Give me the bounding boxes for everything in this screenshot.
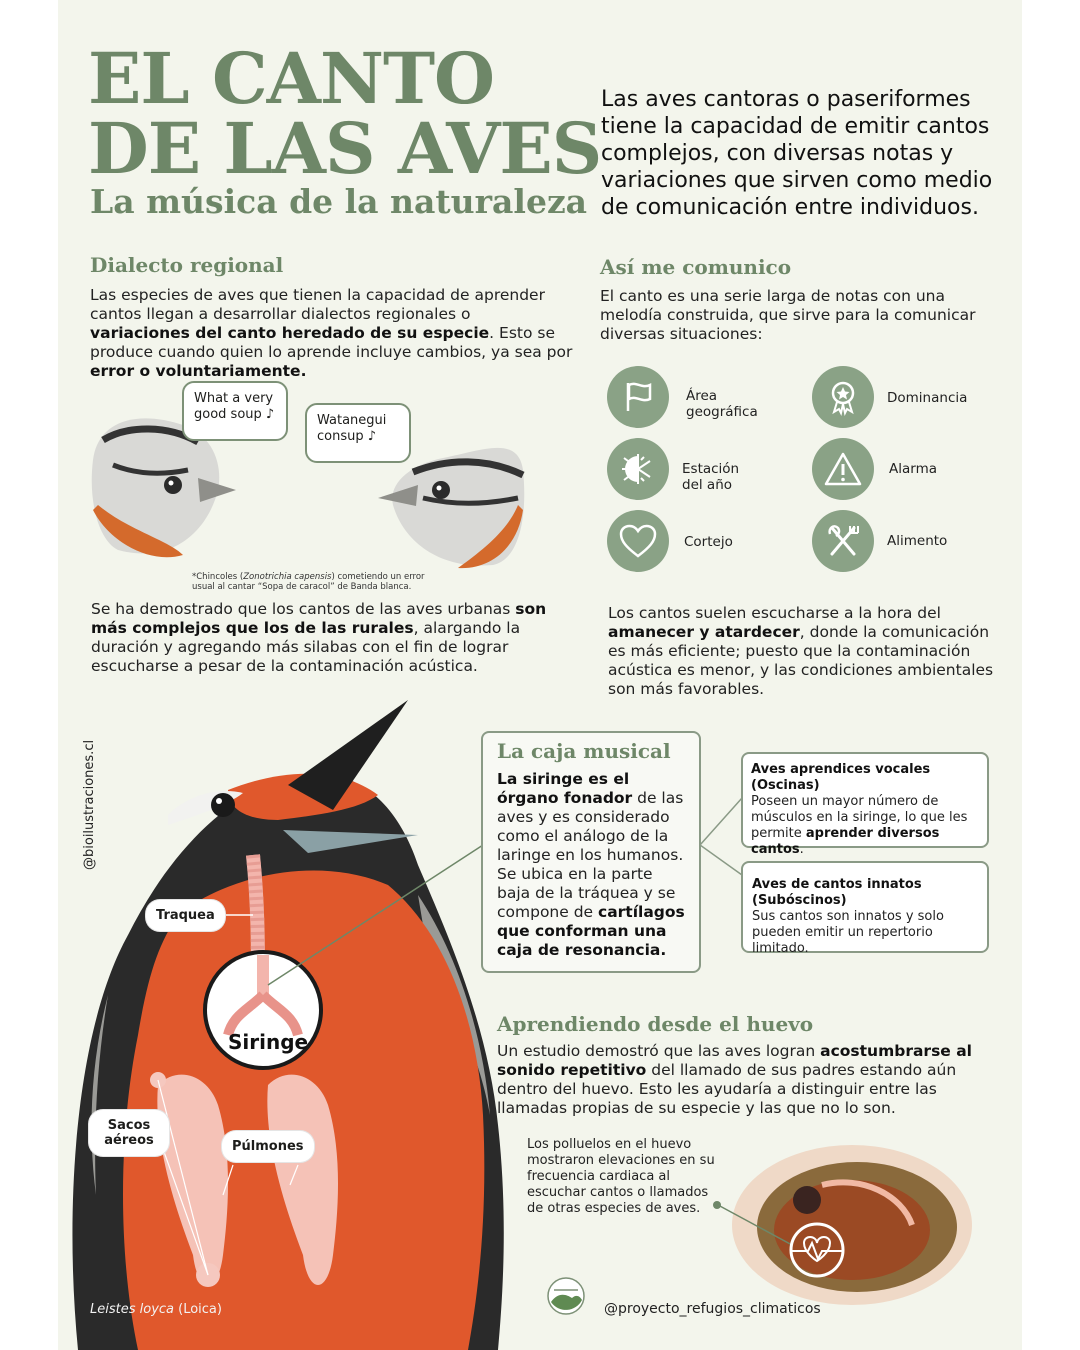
label-cortejo: Cortejo [684,534,733,550]
label-traquea: Traquea [146,900,225,931]
huevo-heading: Aprendiendo desde el huevo [497,1012,814,1036]
loica-bird-illustration [58,695,528,1350]
music-note-icon: ♪ [265,407,275,422]
title-line-2: DE LAS AVES [88,107,602,190]
label-siringe: Siringe [228,1030,309,1054]
urban-paragraph: Se ha demostrado que los cantos de las aves urbanas son más complejos que los de las rurales, alargando la duración y agregando más silabas con el fin de lograr escucharse a pesar de la contaminación acústica. [91,600,547,675]
label-pulmones: Púlmones [222,1131,314,1162]
speech-bubble-right: Watanegui consup ♪ [305,403,411,463]
flag-icon [607,366,669,428]
title-line-1: EL CANTO [88,37,495,120]
refugios-handle[interactable]: @proyecto_refugios_climaticos [604,1301,821,1317]
species-caption: Leistes loyca (Loica) [90,1302,222,1317]
caja-paragraph: La siringe es el órgano fonador de las aves y es considerado como el análogo de la laringe en los humanos. Se ubica en la parte baja de la tráquea y se compone de cartílagos que conforman una caja de resonancia. [497,770,685,959]
season-icon [607,438,669,500]
suboscinos-text: Aves de cantos innatos (Subóscinos) Sus cantos son innatos y solo pueden emitir un repertorio limitado. [752,877,944,956]
label-sacos-aereos: Sacos aéreos [89,1110,169,1156]
dialecto-paragraph: Las especies de aves que tienen la capacidad de aprender cantos llegan a desarrollar dialectos regionales o variaciones del canto heredado de su especie. Esto se produce cuando quien lo aprende incluye cambios, ya sea por error o voluntariamente. [90,286,573,380]
music-note-icon: ♪ [367,429,377,444]
label-dominancia: Dominancia [887,390,968,406]
egg-embryo-illustration [712,1135,972,1315]
connector-lines [700,780,745,880]
comunico-heading: Así me comunico [600,255,792,279]
utensils-icon [812,510,874,572]
right-bird-head [378,448,524,568]
amanecer-paragraph: Los cantos suelen escucharse a la hora del amanecer y atardecer, donde la comunicación es más eficiente; puesto que la contaminación acústica es menor, y las condiciones ambientales son más favorables. [608,604,994,698]
label-alarma: Alarma [889,461,937,477]
label-alimento: Alimento [887,533,948,549]
dialecto-heading: Dialecto regional [90,253,284,277]
huevo-note: Los polluelos en el huevo mostraron elevaciones en su frecuencia cardiaca al escuchar cantos o llamados de otras especies de aves. [527,1137,715,1216]
credit-bioilustraciones[interactable]: @bioilustraciones.cl [82,739,97,870]
comunico-paragraph: El canto es una serie larga de notas con una melodía construida, que sirve para la comunicar diversas situaciones: [600,287,976,343]
speech-bubble-left: What a very good soup ♪ [182,381,288,441]
intro-text: Las aves cantoras o paseriformes tiene la capacidad de emitir cantos complejos, con diversas notas y variaciones que sirven como medio de comunicación entre individuos. [601,87,993,220]
oscinas-text: Aves aprendices vocales (Oscinas) Poseen un mayor número de músculos en la siringe, lo que les permite aprender diversos cantos. [751,762,968,857]
page-title [88,37,602,190]
refugios-logo [546,1276,586,1316]
heart-icon [607,510,669,572]
huevo-paragraph: Un estudio demostró que las aves logran acostumbrarse al sonido repetitivo del llamado de sus padres estando aún dentro del huevo. Esto les ayudaría a distinguir entre las llamadas propias de su especie y las que no lo son. [497,1042,972,1117]
label-estacion: Estación del año [682,461,740,493]
medal-icon [812,366,874,428]
caja-heading: La caja musical [497,739,671,763]
chincol-caption: *Chincoles (Zonotrichia capensis) cometiendo un error usual al cantar “Sopa de caracol” de Banda blanca. [192,572,425,592]
label-area-geografica: Área geográfica [686,388,758,420]
page-subtitle: La música de la naturaleza [90,182,588,221]
warning-icon [812,438,874,500]
